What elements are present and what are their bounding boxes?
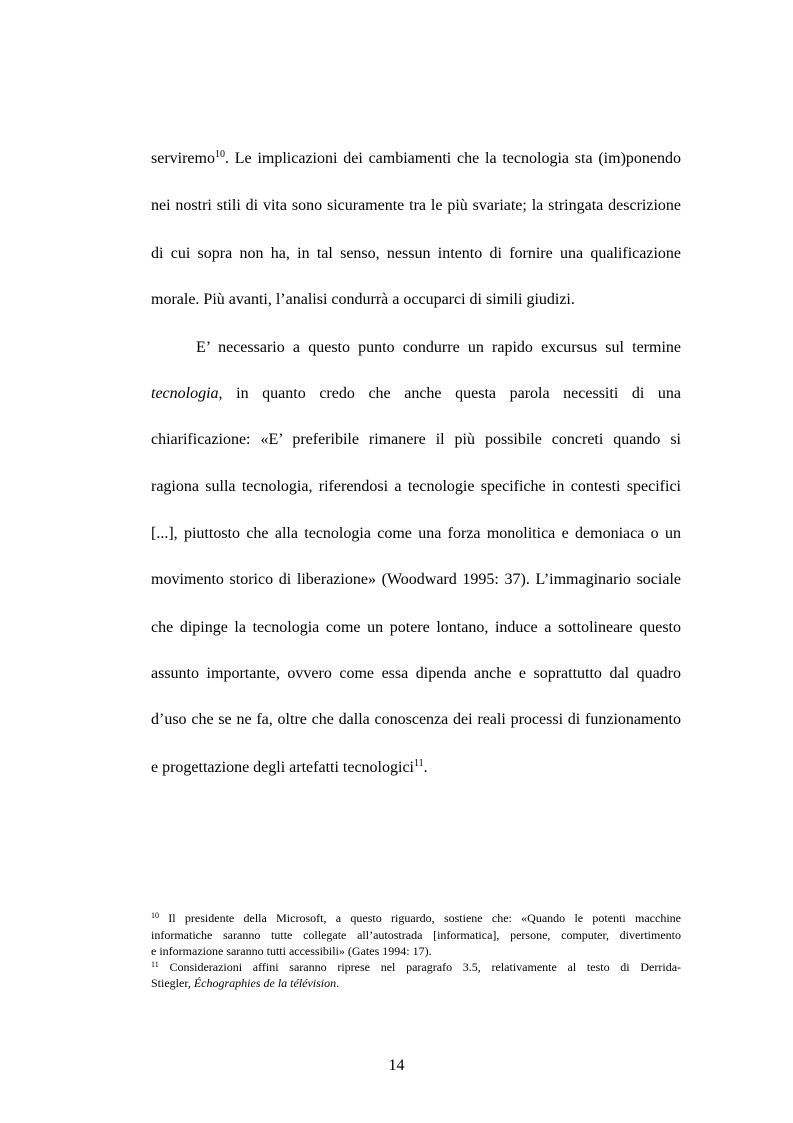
body-line: ragiona sulla tecnologia, riferendosi a tecnologie specifiche in contesti specifici <box>151 478 681 495</box>
body-line: movimento storico di liberazione» (Woodward 1995: 37). L’immaginario sociale <box>151 571 681 588</box>
body-line: d’uso che se ne fa, oltre che dalla conoscenza dei reali processi di funzionamento <box>151 711 681 728</box>
body-line: nei nostri stili di vita sono sicuramente tra le più svariate; la stringata descrizione <box>151 197 681 214</box>
footnote-text: . <box>336 976 340 990</box>
body-line: di cui sopra non ha, in tal senso, nessun intento di fornire una qualificazione <box>151 245 681 262</box>
body-text: , in quanto credo che anche questa parola necessiti di una <box>218 385 681 402</box>
body-line: che dipinge la tecnologia come un potere lontano, induce a sottolineare questo <box>151 619 681 636</box>
body-text: e progettazione degli artefatti tecnologici <box>151 759 414 776</box>
body-line <box>151 148 681 170</box>
body-line: morale. Più avanti, l’analisi condurrà a occuparci di simili giudizi. <box>151 291 575 308</box>
footnote-number: 10 <box>151 911 159 920</box>
body-text: serviremo <box>151 150 215 167</box>
footnote-text: Stiegler, <box>151 976 194 990</box>
body-line: [...], piuttosto che alla tecnologia come una forza monolitica e demoniaca o un <box>151 525 681 542</box>
page-number: 14 <box>388 1057 405 1074</box>
emphasized-term: tecnologia <box>151 385 219 402</box>
cited-title: Échographies de la télévision <box>193 976 337 990</box>
body-line: assunto importante, ovvero come essa dipenda anche e soprattutto dal quadro <box>151 665 681 682</box>
body-line <box>151 383 681 405</box>
footnote-ref[interactable]: 10 <box>214 149 225 160</box>
footnote-line: informatiche saranno tutte collegate all’autostrada [informatica], persone, computer, divertimento <box>151 928 681 942</box>
footnote-ref[interactable]: 11 <box>414 758 424 769</box>
body-line: E’ necessario a questo punto condurre un rapido excursus sul termine <box>196 339 681 356</box>
body-text: . <box>423 759 428 776</box>
body-line <box>151 757 681 779</box>
body-text: . Le implicazioni dei cambiamenti che la tecnologia sta (im)ponendo <box>224 150 681 167</box>
footnote-line <box>151 976 681 991</box>
footnote-line <box>151 960 681 975</box>
footnote-line: e informazione saranno tutti accessibili» (Gates 1994: 17). <box>151 944 432 958</box>
body-line: chiarificazione: «E’ preferibile rimanere il più possibile concreti quando si <box>151 431 681 448</box>
footnote-line <box>151 911 681 926</box>
footnote-number: 11 <box>151 960 159 969</box>
footnote-text: Considerazioni affini saranno riprese nel paragrafo 3.5, relativamente al testo di Derrida- <box>169 960 682 974</box>
footnote-text: Il presidente della Microsoft, a questo riguardo, sostiene che: «Quando le potenti macchine <box>168 911 681 925</box>
